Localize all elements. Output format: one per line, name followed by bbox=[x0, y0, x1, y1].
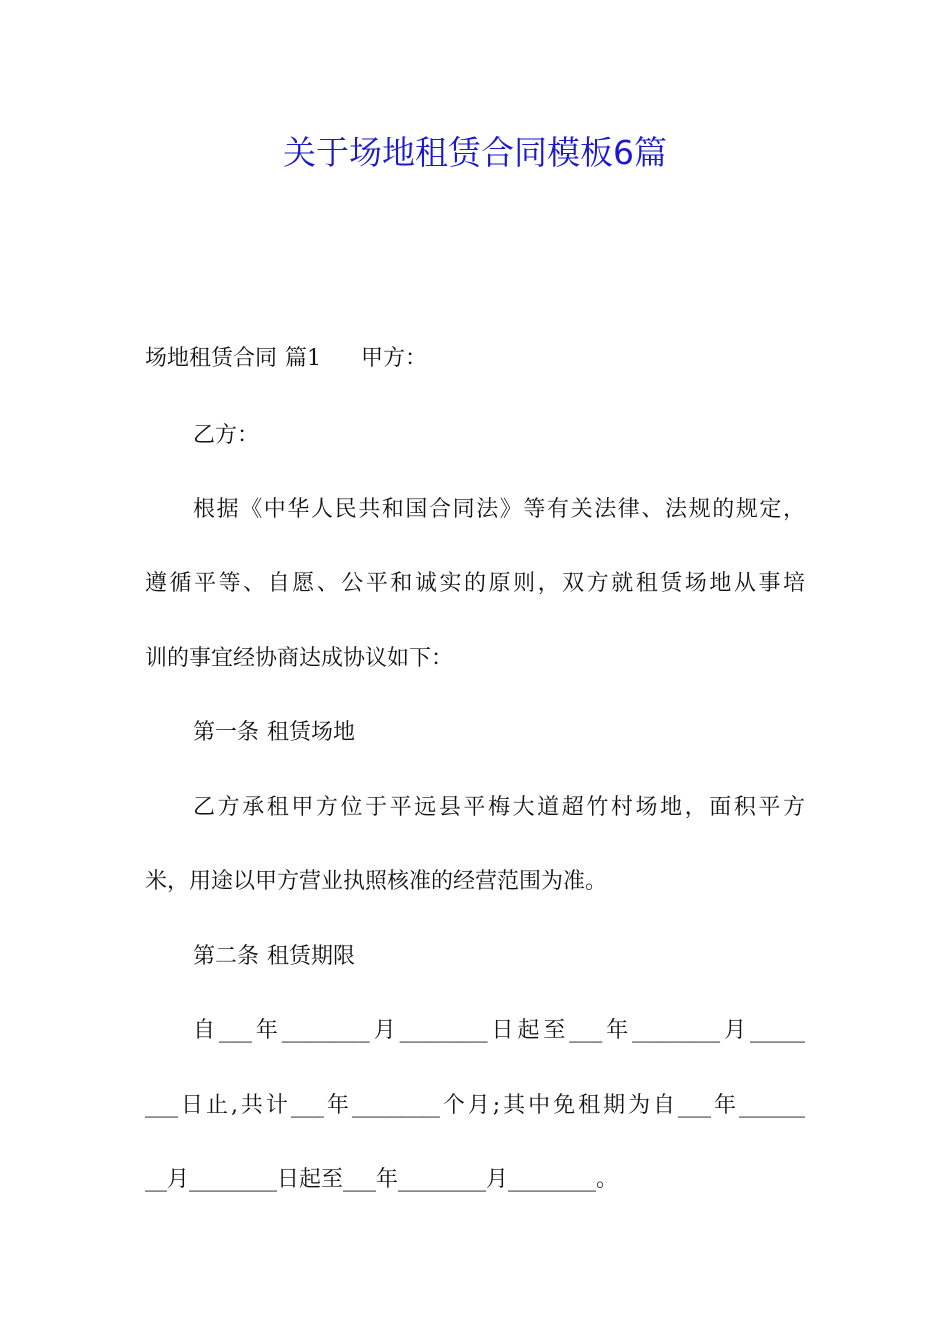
article-2-number: 第二条 bbox=[193, 944, 260, 969]
article-1-number: 第一条 bbox=[193, 720, 260, 745]
preamble-line-2: 遵循平等、自愿、公平和诚实的原则，双方就租赁场地从事培 bbox=[145, 571, 805, 596]
article-1-title: 租赁场地 bbox=[267, 720, 356, 745]
article-2-line-1: 自___年________月________日起至___年________月_____ bbox=[193, 1018, 805, 1043]
preamble-line-1: 根据《中华人民共和国合同法》等有关法律、法规的规定， bbox=[193, 497, 805, 522]
preamble-line-3: 训的事宜经协商达成协议如下： bbox=[145, 646, 454, 671]
article-2-line-2: ___日止,共计___年________个月;其中免租期为自___年______ bbox=[145, 1093, 805, 1118]
article-1-heading bbox=[0, 717, 950, 749]
article-2-line-3: __月________日起至___年________月________。 bbox=[145, 1167, 619, 1192]
document-title: 关于场地租赁合同模板6篇 bbox=[283, 133, 667, 172]
section-label: 场地租赁合同 bbox=[145, 346, 278, 371]
section-number: 篇1 bbox=[285, 346, 322, 371]
article-1-line-1: 乙方承租甲方位于平远县平梅大道超竹村场地，面积平方 bbox=[193, 795, 805, 820]
article-1-line-2: 米，用途以甲方营业执照核准的经营范围为准。 bbox=[145, 869, 608, 894]
party-b-label: 乙方： bbox=[193, 423, 260, 448]
article-2-heading bbox=[0, 941, 950, 973]
party-a-label: 甲方： bbox=[361, 346, 428, 371]
contract-header-line bbox=[0, 343, 950, 375]
article-2-title: 租赁期限 bbox=[267, 944, 356, 969]
